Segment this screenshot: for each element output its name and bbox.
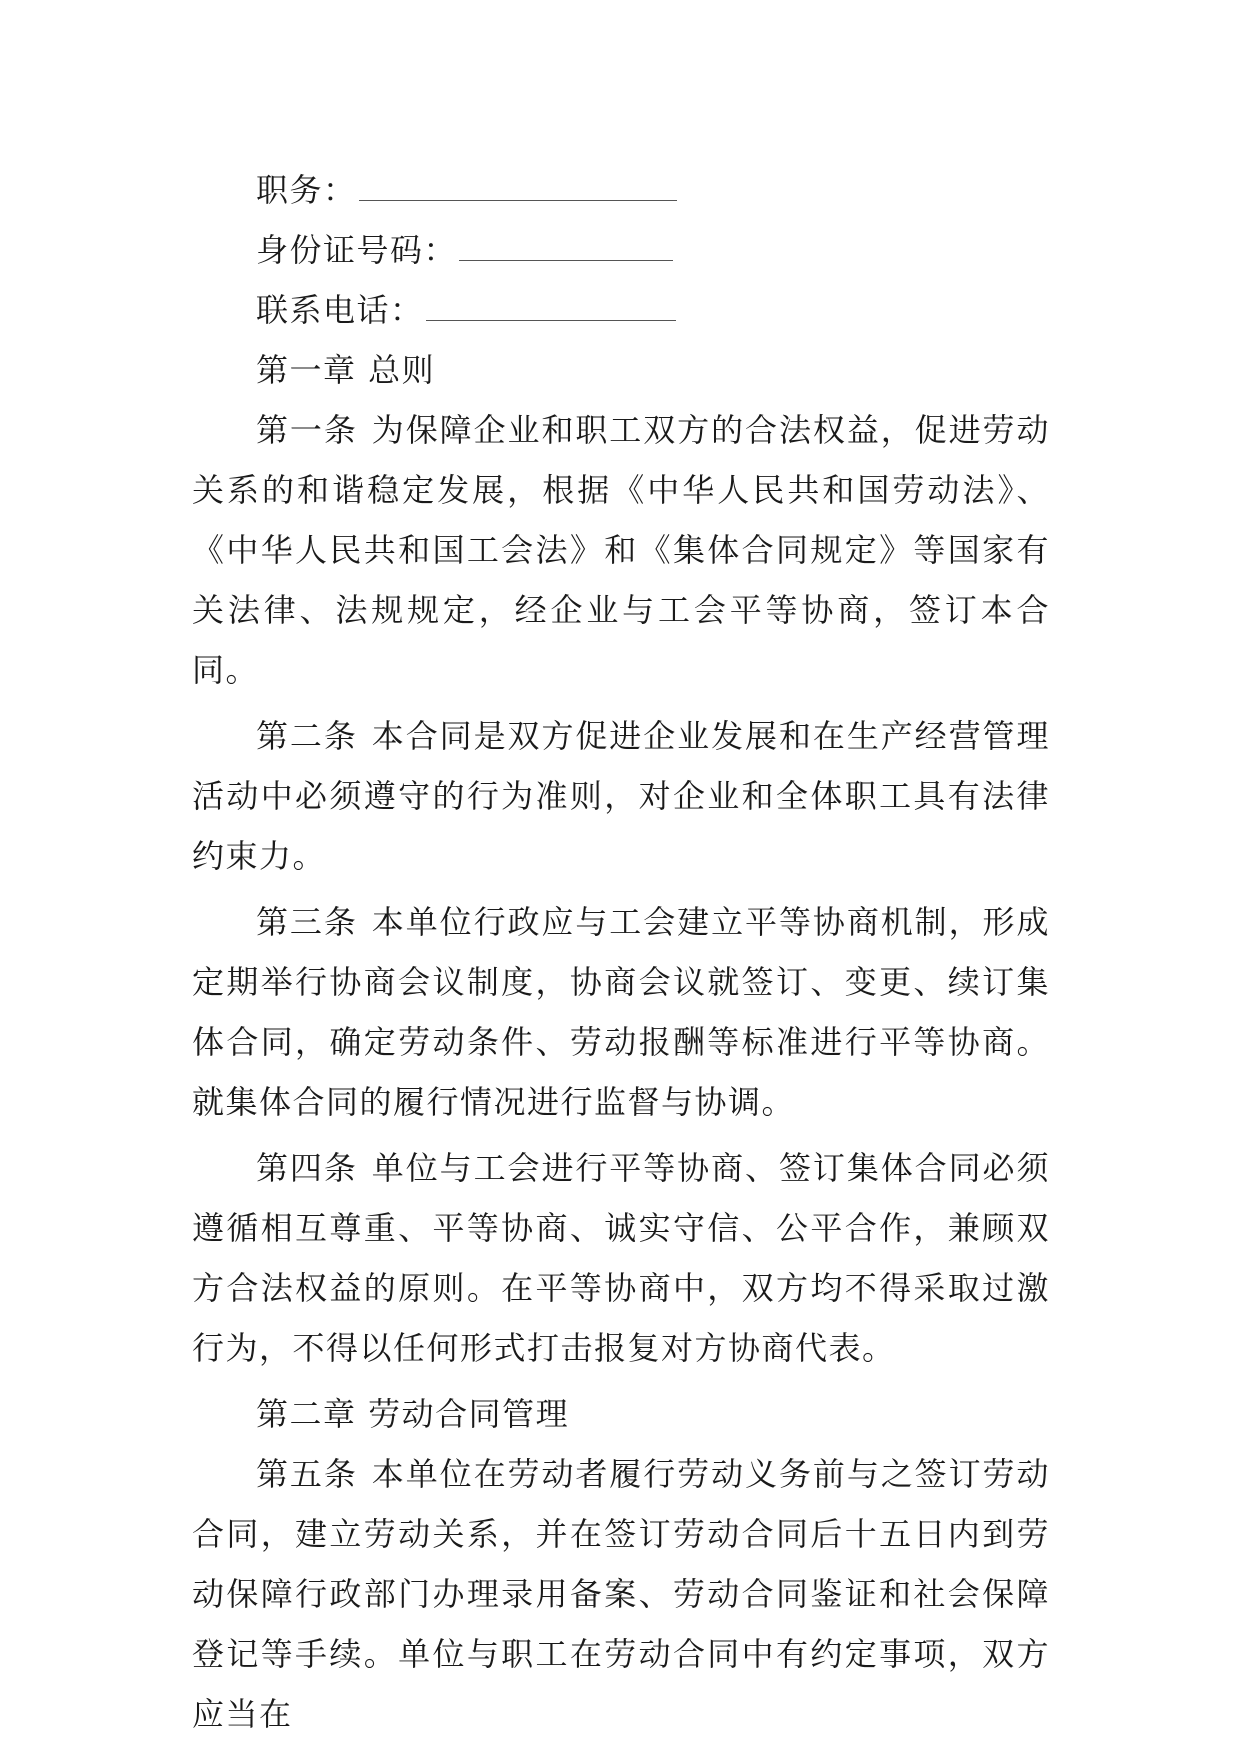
article-2-label: 第二条 [256,717,358,755]
article-4-text: 单位与工会进行平等协商、签订集体合同必须遵循相互尊重、平等协商、诚实守信、公平合作，兼顾双方合法权益的原则。在平等协商中，双方均不得采取过激行为，不得以任何形式打击报复对方协商代表。 [192,1149,1050,1367]
id-number-label: 身份证号码： [256,231,458,269]
article-5 [192,1444,1050,1744]
id-number-field [192,220,1050,280]
article-1-label: 第一条 [256,411,358,449]
position-field [192,160,1050,220]
position-label: 职务： [256,171,357,209]
article-4-label: 第四条 [256,1149,358,1187]
document-body [192,160,1050,1750]
article-2-text: 本合同是双方促进企业发展和在生产经营管理活动中必须遵守的行为准则，对企业和全体职工具有法律约束力。 [192,717,1050,875]
article-3-text: 本单位行政应与工会建立平等协商机制，形成定期举行协商会议制度，协商会议就签订、变更、续订集体合同，确定劳动条件、劳动报酬等标准进行平等协商。就集体合同的履行情况进行监督与协调。 [192,903,1050,1121]
chapter-1-heading: 第一章 总则 [256,351,436,389]
phone-label: 联系电话： [256,291,424,329]
position-blank[interactable] [359,182,677,201]
phone-field [192,280,1050,340]
phone-blank[interactable] [426,302,676,321]
article-3 [192,892,1050,1132]
article-3-label: 第三条 [256,903,358,941]
article-4 [192,1138,1050,1378]
article-1 [192,400,1050,700]
article-5-text: 本单位在劳动者履行劳动义务前与之签订劳动合同，建立劳动关系，并在签订劳动合同后十五日内到劳动保障行政部门办理录用备案、劳动合同鉴证和社会保障登记等手续。单位与职工在劳动合同中有约定事项，双方应当在 [192,1455,1050,1733]
article-5-label: 第五条 [256,1455,358,1493]
chapter-2-heading: 第二章 劳动合同管理 [256,1395,570,1433]
article-1-text: 为保障企业和职工双方的合法权益，促进劳动关系的和谐稳定发展，根据《中华人民共和国劳动法》、《中华人民共和国工会法》和《集体合同规定》等国家有关法律、法规规定，经企业与工会平等协商，签订本合同。 [192,411,1050,689]
id-number-blank[interactable] [459,242,673,261]
article-2 [192,706,1050,886]
